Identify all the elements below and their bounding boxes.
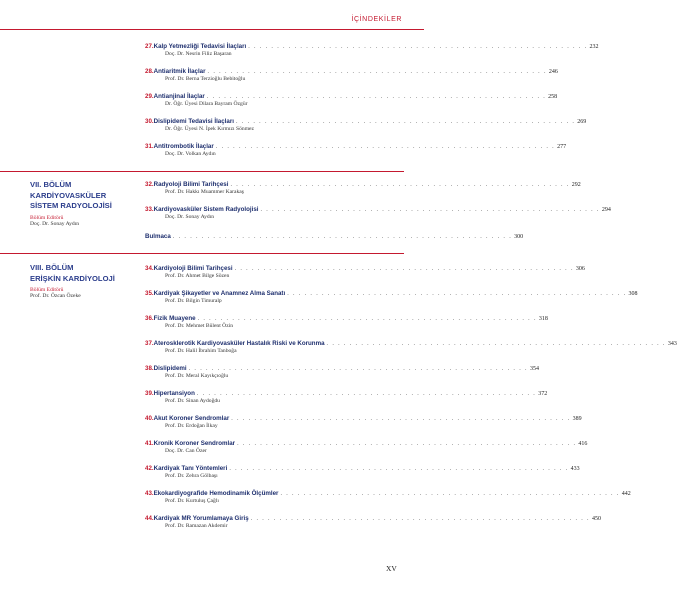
toc-entry-line [145, 40, 599, 50]
toc-entry-line [145, 65, 558, 75]
page-number: 292 [571, 182, 581, 188]
toc-entry[interactable] [145, 462, 580, 480]
dot-leader: . . . . . . . . . . . . . . . . . . . . . . . . . . . . . . . . . . . . . . . . . . . . . . . . . . . . . . . . . . . [197, 316, 537, 322]
page-number: 450 [591, 516, 601, 522]
dot-leader: . . . . . . . . . . . . . . . . . . . . . . . . . . . . . . . . . . . . . . . . . . . . . . . . . . . . . . . . . . . [229, 466, 569, 472]
toc-entry[interactable] [145, 412, 582, 430]
chapter-title: Dislipidemi Tedavisi İlaçları [153, 118, 234, 125]
chapter-title: Kalp Yetmezliği Tedavisi İlaçları [153, 43, 247, 50]
toc-entry-line [145, 203, 611, 213]
toc-entry-line [145, 140, 567, 150]
chapter-number: 34. [145, 265, 154, 272]
page-number: 258 [548, 94, 558, 100]
chapter-title: Kardiyak Tanı Yöntemleri [153, 465, 228, 472]
chapter-title: Akut Koroner Sendromlar [153, 415, 230, 422]
chapter-number: 27. [145, 43, 154, 50]
toc-entry-line [145, 437, 588, 447]
dot-leader: . . . . . . . . . . . . . . . . . . . . . . . . . . . . . . . . . . . . . . . . . . . . . . . . . . . . . . . . . . . [206, 94, 547, 100]
chapter-number: 40. [145, 415, 154, 422]
page-number: 232 [589, 44, 599, 50]
dot-leader: . . . . . . . . . . . . . . . . . . . . . . . . . . . . . . . . . . . . . . . . . . . . . . . . . . . . . . . . . . . [287, 291, 627, 297]
page-number: 433 [570, 466, 580, 472]
chapter-title: Antianjinal İlaçlar [153, 93, 205, 100]
page-number: 277 [557, 144, 567, 150]
toc-entry-line [145, 487, 631, 497]
section-editor: Doç. Dr. Sonay Aydın [30, 220, 80, 227]
toc-entry[interactable] [145, 337, 677, 355]
running-head: İÇİNDEKİLER [351, 16, 402, 23]
page-number: 269 [577, 119, 587, 125]
section-editor-label: Bölüm Editörü [30, 287, 64, 293]
toc-entry[interactable] [145, 115, 587, 133]
dot-leader: . . . . . . . . . . . . . . . . . . . . . . . . . . . . . . . . . . . . . . . . . . . . . . . . . . . . . . . . . . . [207, 69, 547, 75]
chapter-number: 37. [145, 340, 154, 347]
chapter-author: Doç. Dr. Nesrin Filiz Başaran [165, 51, 232, 57]
chapter-title: Kardiyoloji Bilimi Tarihçesi [153, 265, 233, 272]
chapter-author: Prof. Dr. Bilgin Timuralp [165, 298, 222, 304]
page-number: 308 [628, 291, 638, 297]
toc-entry[interactable] [145, 65, 558, 83]
toc-entry[interactable] [145, 203, 611, 221]
chapter-author: Dr. Öğr. Üyesi Dilara Bayram Özgür [165, 101, 248, 107]
toc-entry[interactable] [145, 312, 548, 330]
chapter-author: Prof. Dr. Zehra Gölbaşı [165, 473, 218, 479]
chapter-title: Kronik Koroner Sendromlar [153, 440, 236, 447]
page-number: 343 [667, 341, 677, 347]
section-viii [30, 263, 140, 299]
chapter-title: Hipertansiyon [153, 390, 195, 397]
toc-entry[interactable] [145, 40, 599, 58]
toc-entry[interactable] [145, 140, 567, 158]
chapter-author: Prof. Dr. Hakkı Muammer Karakaş [165, 189, 244, 195]
chapter-title: Kardiyovasküler Sistem Radyolojisi [153, 206, 259, 213]
dot-leader: . . . . . . . . . . . . . . . . . . . . . . . . . . . . . . . . . . . . . . . . . . . . . . . . . . . . . . . . . . . [234, 266, 574, 272]
chapter-number: 29. [145, 93, 154, 100]
page-number: 354 [529, 366, 539, 372]
chapter-author: Prof. Dr. Ahmet Bilge Sözen [165, 273, 230, 279]
chapter-title: Dislipidemi [153, 365, 187, 372]
page-number: 318 [538, 316, 548, 322]
chapter-author: Dr. Öğr. Üyesi N. İpek Kırmızı Sönmez [165, 126, 255, 132]
chapter-number: 35. [145, 290, 154, 297]
chapter-number: 39. [145, 390, 154, 397]
dot-leader: . . . . . . . . . . . . . . . . . . . . . . . . . . . . . . . . . . . . . . . . . . . . . . . . . . . . . . . . . . . [235, 119, 576, 125]
toc-entry-line [145, 115, 587, 125]
chapter-author: Prof. Dr. Ramazan Akdemir [165, 523, 228, 529]
toc-entry-line [145, 512, 601, 522]
toc-entry[interactable] [145, 90, 558, 108]
dot-leader: . . . . . . . . . . . . . . . . . . . . . . . . . . . . . . . . . . . . . . . . . . . . . . . . . . . . . . . . . . . [196, 391, 537, 397]
chapter-number: 32. [145, 181, 154, 188]
page-number: 306 [575, 266, 585, 272]
page-number: 372 [538, 391, 548, 397]
dot-leader: . . . . . . . . . . . . . . . . . . . . . . . . . . . . . . . . . . . . . . . . . . . . . . . . . . . . . . . . . . . [231, 416, 571, 422]
chapter-title: Bulmaca [145, 233, 171, 240]
section-number: VIII. BÖLÜM [30, 263, 74, 272]
section-vii [30, 180, 140, 227]
toc-entry-line [145, 90, 558, 100]
toc-entry-line [145, 262, 585, 272]
chapter-author: Prof. Dr. Berna Terzioğlu Bebitoğlu [165, 76, 246, 82]
chapter-number: 28. [145, 68, 154, 75]
chapter-author: Prof. Dr. Sinan Aydoğdu [165, 398, 220, 404]
chapter-number: 33. [145, 206, 154, 213]
toc-entry-line [145, 287, 638, 297]
chapter-author: Doç. Dr. Sonay Aydın [165, 214, 215, 220]
toc-entry-line [145, 387, 548, 397]
toc-entry-line [145, 362, 539, 372]
chapter-author: Prof. Dr. Mehmet Bülent Özin [165, 323, 234, 329]
toc-entry[interactable] [145, 230, 524, 240]
top-rule [0, 29, 424, 30]
toc-entry-line [145, 462, 580, 472]
chapter-author: Doç. Dr. Volkan Aydın [165, 151, 216, 157]
section-editor-label: Bölüm Editörü [30, 214, 64, 221]
chapter-title: Kardiyak Şikayetler ve Anamnez Alma Sanatı [153, 290, 286, 297]
toc-entry-line [145, 337, 677, 347]
chapter-title: Ekokardiyografide Hemodinamik Ölçümler [153, 490, 279, 497]
dot-leader: . . . . . . . . . . . . . . . . . . . . . . . . . . . . . . . . . . . . . . . . . . . . . . . . . . . . . . . . . . . [188, 366, 528, 372]
toc-entry-line [145, 178, 581, 188]
section-rule-viii [0, 253, 404, 254]
dot-leader: . . . . . . . . . . . . . . . . . . . . . . . . . . . . . . . . . . . . . . . . . . . . . . . . . . . . . . . . . . . [172, 234, 513, 240]
page-number: 246 [548, 69, 558, 75]
chapter-number: 31. [145, 143, 154, 150]
toc-entry[interactable] [145, 287, 638, 305]
toc-entry[interactable] [145, 487, 631, 505]
chapter-number: 43. [145, 490, 154, 497]
section-heading [30, 180, 140, 212]
dot-leader: . . . . . . . . . . . . . . . . . . . . . . . . . . . . . . . . . . . . . . . . . . . . . . . . . . . . . . . . . . . [215, 144, 556, 150]
chapter-title: Antiaritmik İlaçlar [153, 68, 206, 75]
section-number: VII. BÖLÜM [30, 180, 72, 189]
dot-leader: . . . . . . . . . . . . . . . . . . . . . . . . . . . . . . . . . . . . . . . . . . . . . . . . . . . . . . . . . . . [260, 207, 600, 213]
chapter-author: Prof. Dr. Meral Kayıkçıoğlu [165, 373, 229, 379]
chapter-number: 42. [145, 465, 154, 472]
page-folio: XV [386, 564, 397, 573]
dot-leader: . . . . . . . . . . . . . . . . . . . . . . . . . . . . . . . . . . . . . . . . . . . . . . . . . . . . . . . . . . . [230, 182, 570, 188]
page-number: 294 [601, 207, 611, 213]
toc-entry-line [145, 230, 524, 240]
dot-leader: . . . . . . . . . . . . . . . . . . . . . . . . . . . . . . . . . . . . . . . . . . . . . . . . . . . . . . . . . . . [250, 516, 590, 522]
chapter-title: Aterosklerotik Kardiyovasküler Hastalık Riski ve Korunma [153, 340, 325, 347]
section-title-line: ERİŞKİN KARDİYOLOJİ [30, 273, 115, 283]
toc-entry-line [145, 412, 582, 422]
page-number: 442 [621, 491, 631, 497]
chapter-number: 38. [145, 365, 154, 372]
toc-entry[interactable] [145, 387, 548, 405]
page-number: 389 [572, 416, 582, 422]
chapter-title: Radyoloji Bilimi Tarihçesi [153, 181, 229, 188]
toc-entry[interactable] [145, 512, 601, 530]
section-title-line: SİSTEM RADYOLOJİSİ [30, 201, 112, 210]
page-number: 300 [514, 234, 524, 240]
toc-entry[interactable] [145, 178, 581, 196]
toc-entry-line [145, 312, 548, 322]
section-title-line: KARDİYOVASKÜLER [30, 190, 107, 200]
chapter-number: 41. [145, 440, 154, 447]
chapter-title: Antitrombotik İlaçlar [153, 143, 214, 150]
chapter-number: 44. [145, 515, 154, 522]
chapter-author: Doç. Dr. Can Özer [165, 448, 207, 454]
chapter-title: Fizik Muayene [153, 315, 196, 322]
chapter-title: Kardiyak MR Yorumlamaya Giriş [153, 515, 249, 522]
toc-entry[interactable] [145, 362, 539, 380]
chapter-author: Prof. Dr. Kurtuluş Çağlı [165, 498, 219, 504]
dot-leader: . . . . . . . . . . . . . . . . . . . . . . . . . . . . . . . . . . . . . . . . . . . . . . . . . . . . . . . . . . . [248, 44, 588, 50]
section-heading [30, 263, 140, 284]
toc-entry[interactable] [145, 262, 585, 280]
toc-entry[interactable] [145, 437, 588, 455]
dot-leader: . . . . . . . . . . . . . . . . . . . . . . . . . . . . . . . . . . . . . . . . . . . . . . . . . . . . . . . . . . . [237, 441, 577, 447]
chapter-author: Prof. Dr. Halil İbrahim Tanboğa [165, 348, 237, 354]
dot-leader: . . . . . . . . . . . . . . . . . . . . . . . . . . . . . . . . . . . . . . . . . . . . . . . . . . . . . . . . . . . [326, 341, 666, 347]
chapter-number: 36. [145, 315, 154, 322]
chapter-author: Prof. Dr. Erdoğan İlkay [165, 423, 218, 429]
chapter-number: 30. [145, 118, 154, 125]
dot-leader: . . . . . . . . . . . . . . . . . . . . . . . . . . . . . . . . . . . . . . . . . . . . . . . . . . . . . . . . . . . [280, 491, 620, 497]
section-rule-vii [0, 171, 404, 172]
page-number: 416 [578, 441, 588, 447]
section-editor: Prof. Dr. Özcan Özeke [30, 293, 81, 299]
